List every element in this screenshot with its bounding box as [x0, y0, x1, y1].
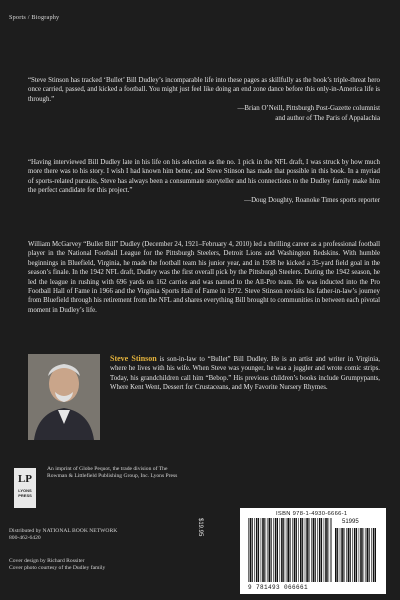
publisher-logo-word: LYONS PRESS: [18, 488, 32, 498]
barcode-bars-icon: [248, 518, 332, 582]
distribution-info: [9, 528, 169, 542]
cover-design-credit: Cover design by Richard Rossiter: [9, 558, 85, 564]
author-section: [28, 354, 380, 440]
isbn-barcode: [240, 508, 386, 594]
price-label: $19.95: [197, 518, 203, 537]
price-code: 51995: [342, 519, 359, 525]
category-label: Sports / Biography: [9, 14, 60, 21]
cover-photo-credit: Cover photo courtesy of the Dudley family: [9, 565, 106, 571]
quote-1-attribution-2: and author of The Paris of Appalachia: [275, 114, 380, 122]
barcode-addon-icon: [335, 528, 377, 582]
isbn-digits: 9 781493 066661: [248, 584, 309, 591]
isbn-label: ISBN 978-1-4930-6666-1: [276, 511, 348, 517]
quote-2-attribution: —Doug Doughty, Roanoke Times sports reporter: [244, 196, 380, 204]
distributor-phone: 800-462-6420: [9, 535, 41, 541]
quote-1-text: “Steve Stinson has tracked ‘Bullet’ Bill Dudley’s incomparable life into these pages as skillfully as the book’s triple-threat hero once carried, passed, and kicked a football. You might just feel like doing an end zone dance before this only-in-America life is through.”: [28, 77, 380, 103]
publisher-imprint: An imprint of Globe Pequot, the trade division of The Rowman & Littlefield Publishing Group, Inc. Lyons Press: [47, 466, 178, 479]
cover-credits: [9, 558, 209, 572]
distributor: Distributed by NATIONAL BOOK NETWORK: [9, 528, 118, 534]
endorsement-quote-2: [28, 158, 380, 205]
publisher-logo-mark: LP: [17, 473, 33, 485]
publisher-logo: [14, 468, 36, 508]
author-photo: [28, 354, 100, 440]
book-description: [28, 240, 380, 315]
author-bio-text: is son-in-law to “Bullet” Bill Dudley. He is an artist and writer in Virginia, where he lives with his wife. When Steve was younger, he was a juggler and wrote comic strips. Today, his grandchildren call him “Bebop.” His previous children’s books include Grumpypants, Where Kent Went, Dessert for Crustaceans, and My Favorite Nursery Rhymes.: [110, 356, 380, 392]
endorsement-quote-1: [28, 76, 380, 123]
author-name: Steve Stinson: [110, 354, 157, 363]
quote-1-attribution: —Brian O’Neill, Pittsburgh Post-Gazette columnist: [237, 105, 380, 113]
author-portrait-icon: [28, 354, 100, 440]
author-bio: [110, 354, 380, 393]
quote-2-text: “Having interviewed Bill Dudley late in his life on his selection as the no. 1 pick in the NFL draft, I was struck by how much more there was to his story. I wish I had known him better, and Steve Stinson has made that possible in this book. In a myriad of sports-related pursuits, Steve has always been a consummate storyteller and his connections to the Dudley family make him the perfect candidate for this project.”: [28, 159, 380, 195]
book-description-text: William McGarvey “Bullet Bill” Dudley (December 24, 1921–February 4, 2010) led a thrilling career as a professional football player in the National Football League for the Pittsburgh Steelers, Detroit Lions and Washington Redskins. With humble beginnings in Bluefield, Virginia, he made the football team his junior year, and in 1938 he kicked a 35-yard field goal in the season’s finale. In the 1942 NFL draft, Dudley was the first overall pick by the Pittsburgh Steelers. During the 1942 season, he led the league in rushing with 696 yards on 162 carries and was named to the All-Pro team. He was inducted into the Pro Football Hall of Fame in 1966 and the Virginia Sports Hall of Fame in 1972. Steve Stinson revisits his father-in-law’s journey from Bluefield through his retirement from the NFL and shares everything Bill brought to communities in between each pivotal moment in Dudley’s life.: [28, 241, 380, 314]
